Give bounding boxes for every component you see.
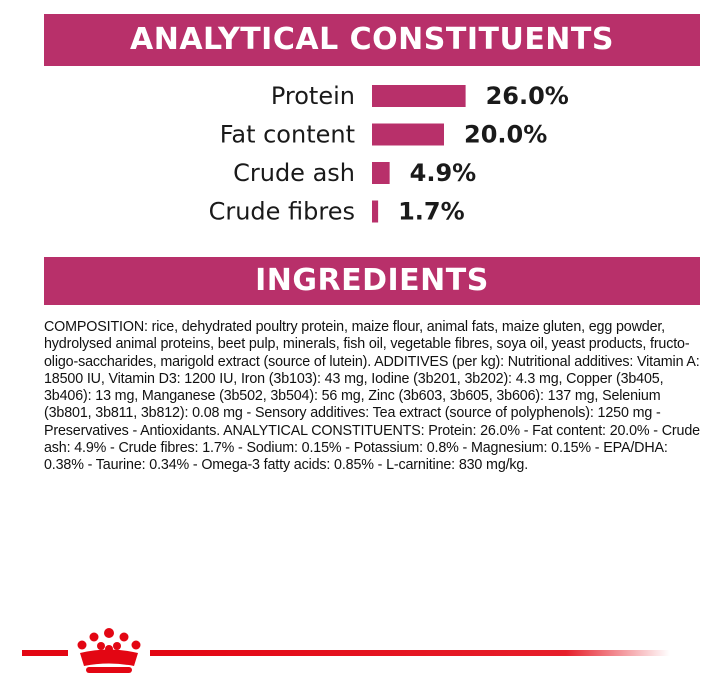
- bar: [372, 124, 444, 146]
- footer-line-right: [150, 650, 670, 656]
- ingredients-title: INGREDIENTS: [255, 263, 489, 298]
- bar: [372, 162, 390, 184]
- value-label: 1.7%: [398, 197, 465, 226]
- footer-line-left: [22, 650, 68, 656]
- value-label: 26.0%: [485, 82, 569, 110]
- category-label: Crude fibres: [208, 197, 355, 226]
- bar: [372, 85, 466, 107]
- footer-brand-strip: [0, 626, 719, 686]
- ingredients-banner: [44, 257, 700, 305]
- value-label: 4.9%: [409, 159, 477, 187]
- category-label: Fat content: [219, 120, 355, 149]
- category-label: Crude ash: [233, 159, 355, 187]
- bar: [372, 201, 378, 223]
- analytical-constituents-title: ANALYTICAL CONSTITUENTS: [130, 22, 614, 57]
- crown-logo-icon: [78, 628, 141, 673]
- ingredients-composition-text: COMPOSITION: rice, dehydrated poultry protein, maize flour, animal fats, maize gluten, egg powder, hydrolysed animal proteins, beet pulp, minerals, fish oil, vegetable fibres, soya oil, yeast products, fructo-oligo-saccharides, marigold extract (source of lutein). ADDITIVES (per kg): Nutritional additives: Vitamin A: 18500 IU, Vitamin D3: 1200 IU, Iron (3b103): 43 mg, Iodine (3b201, 3b202): 4.3 mg, Copper (3b405, 3b406): 13 mg, Manganese (3b502, 3b504): 56 mg, Zinc (3b603, 3b605, 3b606): 137 mg, Selenium (3b801, 3b811, 3b812): 0.08 mg - Sensory additives: Tea extract (source of polyphenols): 1250 mg - Preservatives - Antioxidants. ANALYTICAL CONSTITUENTS: Protein: 26.0% - Fat content: 20.0% - Crude ash: 4.9% - Crude fibres: 1.7% - Sodium: 0.15% - Potassium: 0.8% - Magnesium: 0.15% - EPA/DHA: 0.38% - Taurine: 0.34% - Omega-3 fatty acids: 0.85% - L-carnitine: 830 mg/kg.: [44, 319, 700, 474]
- analytical-constituents-chart: [0, 72, 719, 242]
- value-label: 20.0%: [464, 120, 548, 149]
- category-label: Protein: [270, 82, 355, 110]
- analytical-constituents-banner: [44, 14, 700, 66]
